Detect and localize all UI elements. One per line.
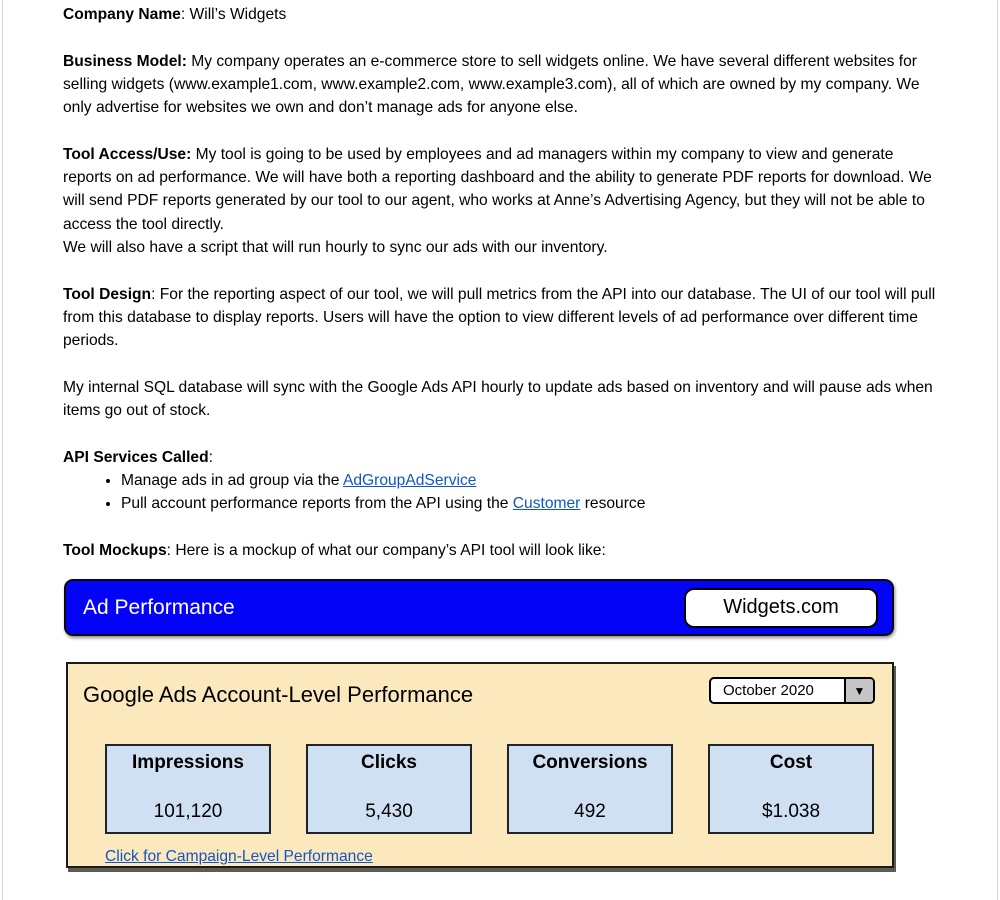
bullet-text-post: resource xyxy=(580,495,646,513)
list-item xyxy=(121,469,941,492)
bullet-text-pre: Manage ads in ad group via the xyxy=(121,471,343,489)
metrics-row xyxy=(83,744,874,834)
ad-performance-banner xyxy=(64,579,894,636)
campaign-level-performance-link[interactable]: Click for Campaign-Level Performance xyxy=(105,848,373,866)
customer-link[interactable]: Customer xyxy=(512,495,581,513)
metric-label: Cost xyxy=(769,752,813,774)
date-range-dropdown[interactable] xyxy=(709,677,875,704)
api-services-list xyxy=(63,469,941,516)
company-name-value: : Will’s Widgets xyxy=(180,6,287,23)
sql-note-paragraph: My internal SQL database will sync with the Google Ads API hourly to update ads based on inventory and will pause ads when items go out of stock. xyxy=(63,378,933,420)
metric-card-clicks xyxy=(306,744,472,834)
tool-mockups-text: : Here is a mockup of what our company’s API tool will look like: xyxy=(166,541,606,559)
metric-label: Clicks xyxy=(361,752,417,774)
adgroupadservice-link[interactable]: AdGroupAdService xyxy=(342,471,477,489)
company-name-label: Company Name xyxy=(63,6,181,23)
banner-title: Ad Performance xyxy=(83,595,235,619)
account-performance-panel xyxy=(66,662,894,868)
tool-access-line2: We will also have a script that will run hourly to sync our ads with our inventory. xyxy=(63,238,608,256)
metric-card-impressions xyxy=(105,744,271,834)
panel-title: Google Ads Account-Level Performance xyxy=(83,682,474,708)
bullet-text-pre: Pull account performance reports from the API using the xyxy=(121,495,513,513)
metric-value: 5,430 xyxy=(365,801,413,823)
widgets-com-button[interactable]: Widgets.com xyxy=(684,588,878,628)
tool-access-paragraph xyxy=(63,143,941,259)
tool-mockups-paragraph xyxy=(63,539,941,562)
tool-design-text: : For the reporting aspect of our tool, we will pull metrics from the API into our database. The UI of our tool will pull from this database to display reports. Users will have the option to view different levels of ad performance over different time periods. xyxy=(63,285,936,350)
api-services-label: API Services Called xyxy=(63,448,209,466)
tool-design-paragraph xyxy=(63,283,941,353)
tool-access-label: Tool Access/Use: xyxy=(63,145,192,163)
tool-access-text: My tool is going to be used by employees and ad managers within my company to view and generate reports on ad performance. We will have both a reporting dashboard and the ability to generate PDF reports for download. We will send PDF reports generated by our tool to our agent, who works at Anne’s Advertising Agency, but they will not be able to access the tool directly. xyxy=(63,145,932,233)
document-page xyxy=(2,0,998,900)
metric-value: 492 xyxy=(574,801,606,823)
metric-card-cost xyxy=(708,744,874,834)
metric-label: Impressions xyxy=(132,752,244,774)
metric-value: 101,120 xyxy=(153,801,223,823)
business-model-label: Business Model: xyxy=(63,52,187,70)
business-model-text: My company operates an e-commerce store to sell widgets online. We have several different websites for selling widgets (www.example1.com, www.example2.com, www.example3.com), all of which are owned by my company. We only advertise for websites we own and don’t manage ads for anyone else. xyxy=(63,52,920,117)
dropdown-selected-value: October 2020 xyxy=(723,682,814,700)
tool-mockups-label: Tool Mockups xyxy=(63,541,167,559)
metric-value: $1.038 xyxy=(761,801,821,823)
spacer xyxy=(63,516,941,539)
tool-design-label: Tool Design xyxy=(63,285,152,303)
company-name-paragraph xyxy=(63,3,941,26)
metric-card-conversions xyxy=(507,744,673,834)
business-model-paragraph xyxy=(63,50,941,120)
metric-label: Conversions xyxy=(532,752,648,774)
chevron-down-icon[interactable]: ▼ xyxy=(844,679,873,702)
list-item xyxy=(121,492,941,515)
api-services-heading xyxy=(63,446,941,469)
api-services-colon: : xyxy=(208,448,213,466)
